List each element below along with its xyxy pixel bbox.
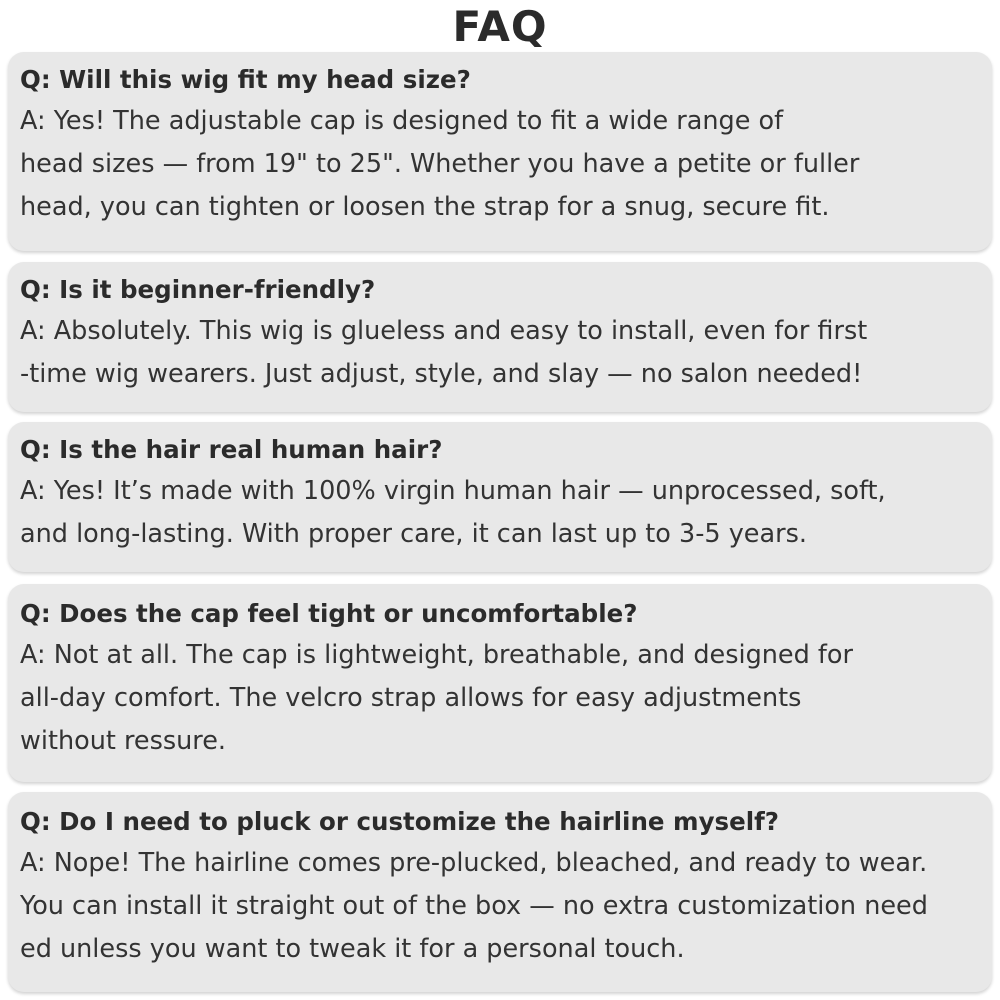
faq-answer-line: and long-lasting. With proper care, it can last up to 3-5 years. — [20, 519, 808, 549]
faq-answer-line: head, you can tighten or loosen the strap for a snug, secure fit. — [20, 192, 830, 222]
page-title: FAQ — [452, 2, 548, 51]
faq-question: Q: Is it beginner-friendly? — [20, 275, 376, 304]
faq-answer — [20, 310, 980, 396]
faq-answer-line: ed unless you want to tweak it for a personal touch. — [20, 934, 685, 964]
faq-question: Q: Is the hair real human hair? — [20, 435, 443, 464]
faq-answer-line: A: Nope! The hairline comes pre-plucked, bleached, and ready to wear. — [20, 848, 928, 878]
faq-answer-line: without ressure. — [20, 726, 227, 756]
faq-item — [8, 262, 992, 412]
faq-answer — [20, 100, 980, 229]
faq-item — [8, 584, 992, 782]
faq-item — [8, 422, 992, 572]
faq-question: Q: Do I need to pluck or customize the hairline myself? — [20, 807, 780, 836]
faq-answer-line: -time wig wearers. Just adjust, style, and slay — no salon needed! — [20, 359, 863, 389]
faq-question: Q: Will this wig fit my head size? — [20, 65, 471, 94]
faq-answer — [20, 470, 980, 556]
faq-answer-line: You can install it straight out of the box — no extra customization need — [20, 891, 928, 921]
faq-answer-line: all-day comfort. The velcro strap allows for easy adjustments — [20, 683, 802, 713]
faq-answer-line: A: Absolutely. This wig is glueless and easy to install, even for first — [20, 316, 868, 346]
faq-answer — [20, 842, 980, 971]
faq-item — [8, 792, 992, 992]
faq-answer-line: A: Yes! The adjustable cap is designed to fit a wide range of — [20, 106, 784, 136]
faq-question: Q: Does the cap feel tight or uncomfortable? — [20, 599, 638, 628]
faq-answer — [20, 634, 980, 763]
faq-answer-line: A: Yes! It’s made with 100% virgin human hair — unprocessed, soft, — [20, 476, 886, 506]
faq-answer-line: A: Not at all. The cap is lightweight, breathable, and designed for — [20, 640, 853, 670]
faq-item — [8, 52, 992, 251]
faq-answer-line: head sizes — from 19" to 25". Whether you have a petite or fuller — [20, 149, 860, 179]
